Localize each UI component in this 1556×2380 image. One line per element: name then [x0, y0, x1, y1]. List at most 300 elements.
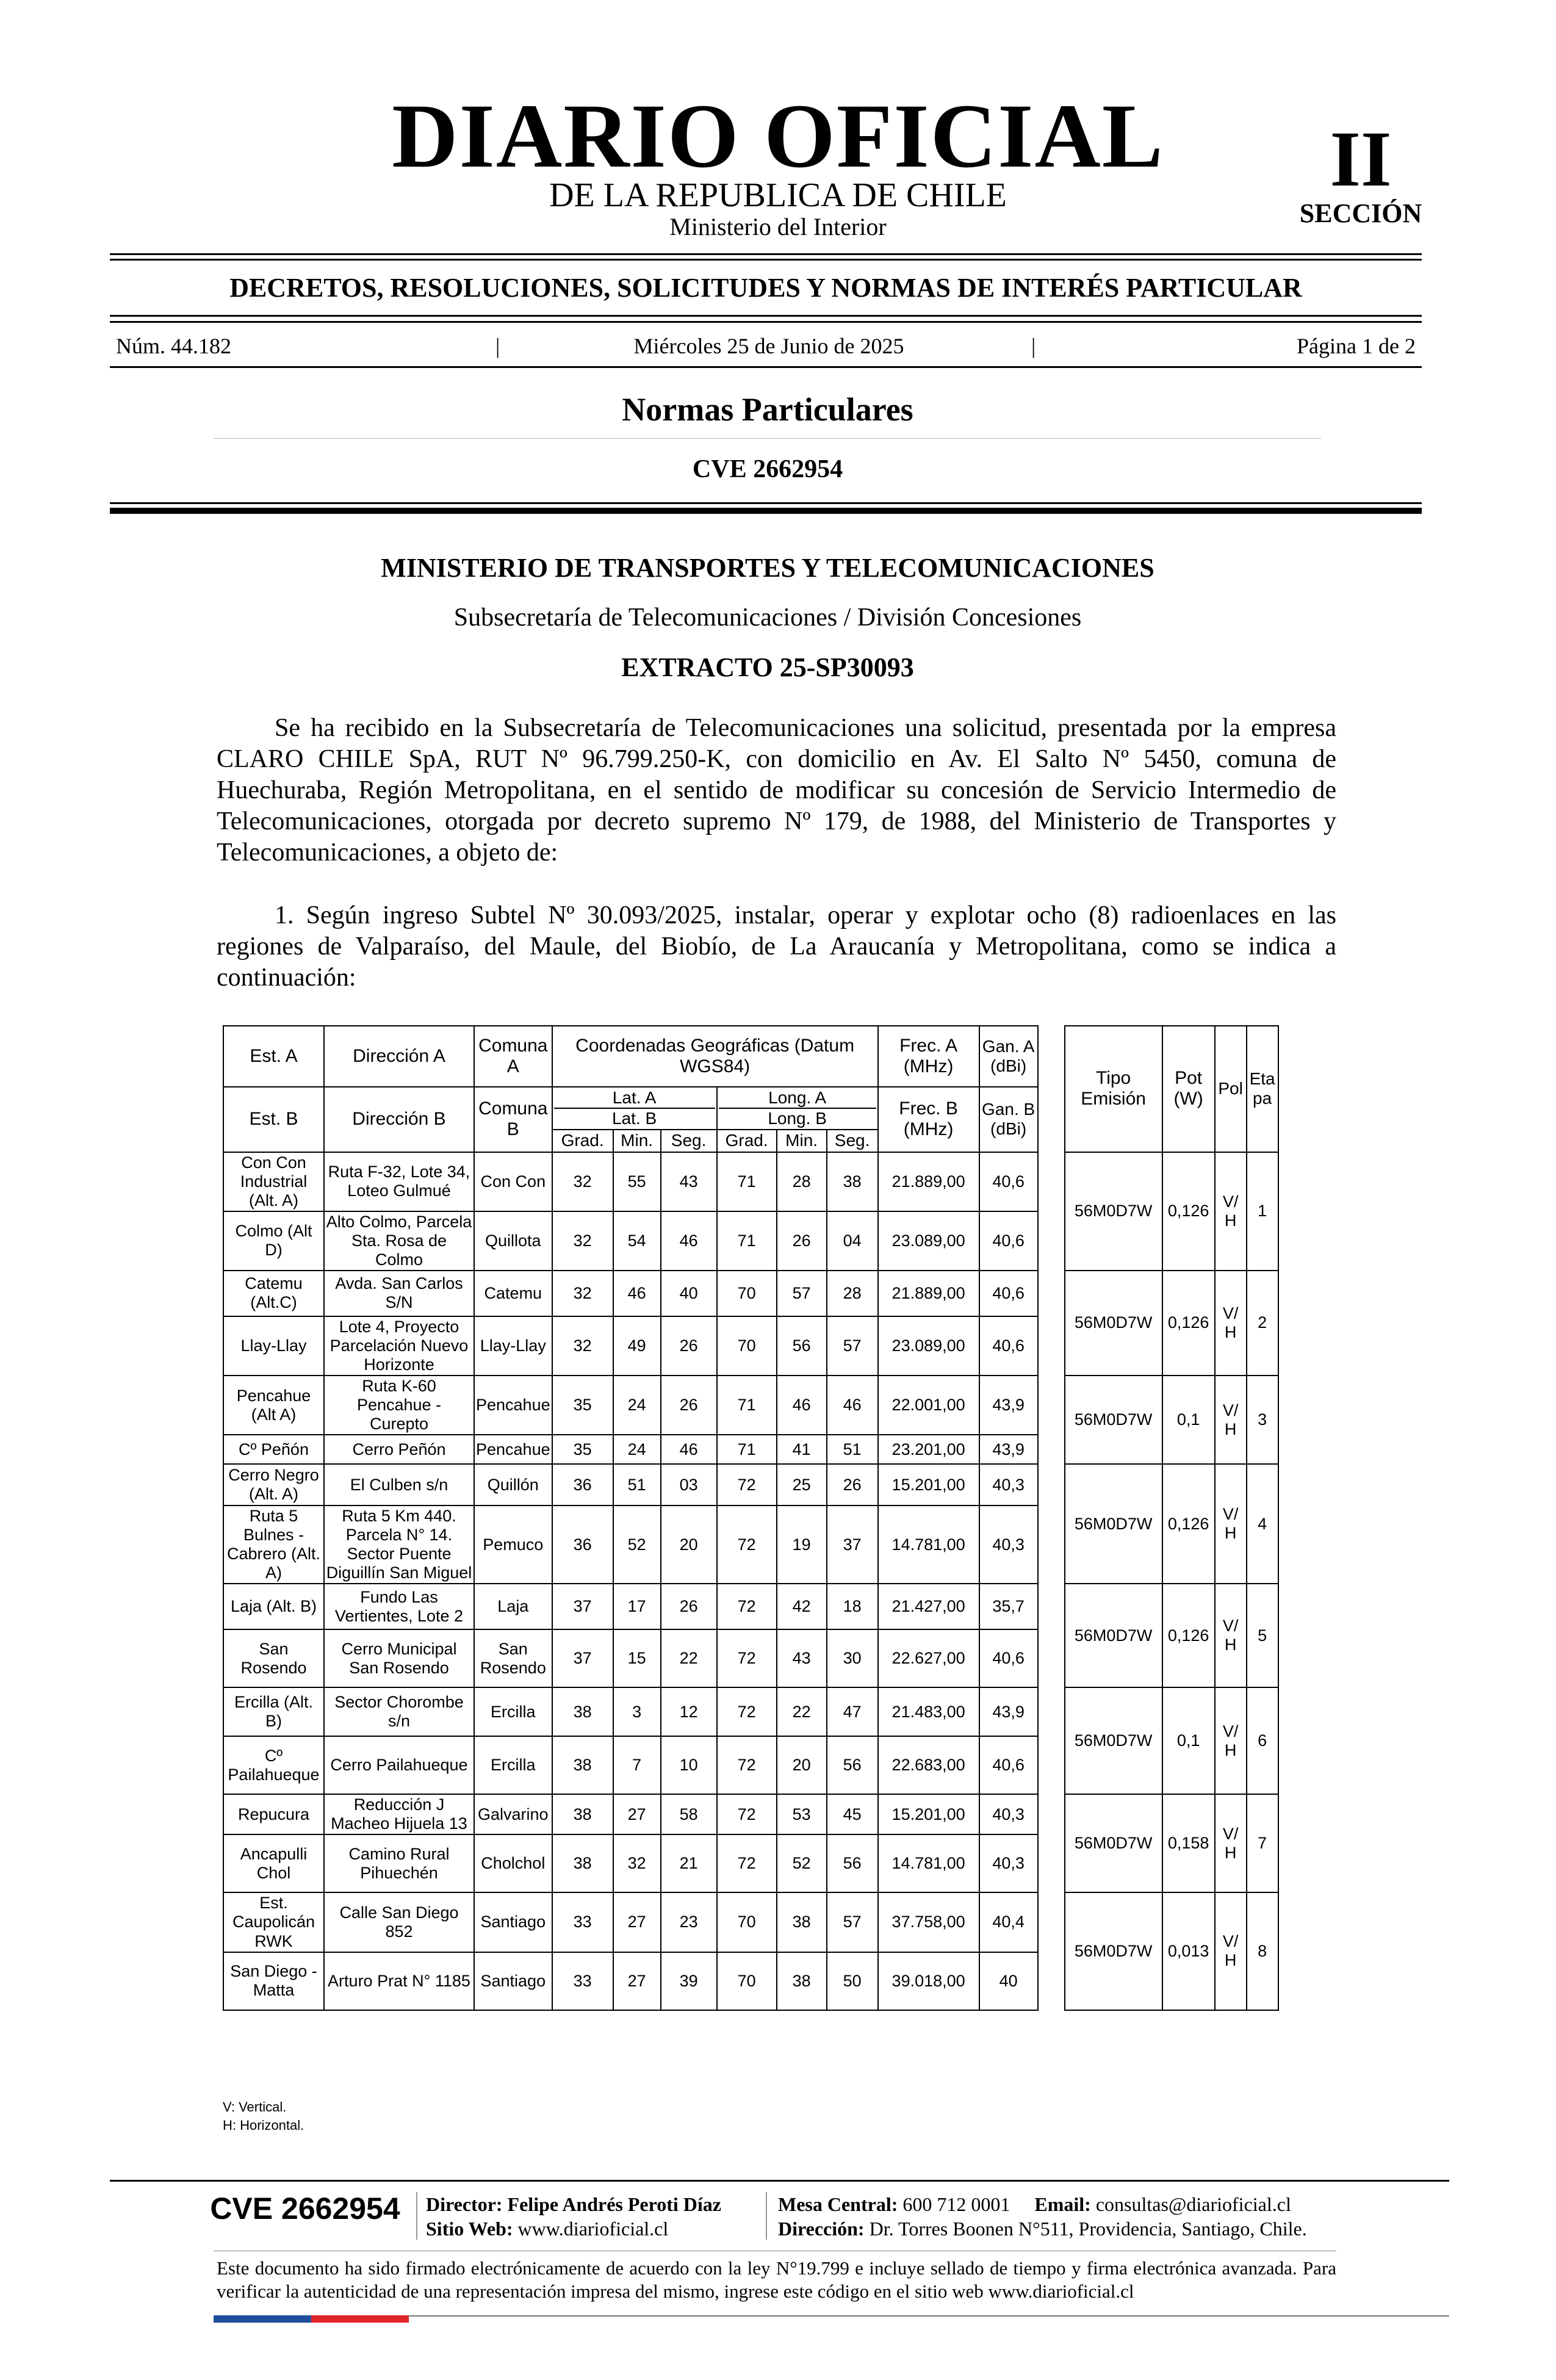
- masthead-title: DIARIO OFICIAL: [392, 85, 1164, 187]
- frequency: 23.201,00: [878, 1435, 979, 1464]
- header-pol: Pol: [1215, 1026, 1247, 1152]
- lat-value: 55: [613, 1152, 661, 1211]
- ministry-title: MINISTERIO DE TRANSPORTES Y TELECOMUNICACIONES: [381, 553, 1154, 583]
- header-pot: Pot (W): [1162, 1026, 1215, 1152]
- issue-number: Núm. 44.182: [116, 334, 231, 358]
- frequency: 22.627,00: [878, 1629, 979, 1687]
- address-value: Dr. Torres Boonen N°511, Providencia, Santiago, Chile.: [869, 2218, 1307, 2240]
- lat-value: 21: [661, 1834, 717, 1892]
- long-value: 47: [827, 1687, 878, 1736]
- power: 0,126: [1162, 1584, 1215, 1687]
- station-address: Lote 4, Proyecto Parcelación Nuevo Horizonte: [324, 1316, 474, 1376]
- header-gan-b: Gan. B (dBi): [979, 1087, 1038, 1152]
- stage: 5: [1247, 1584, 1278, 1687]
- polarization: V/ H: [1215, 1687, 1247, 1794]
- header-frec-a: Frec. A (MHz): [878, 1026, 979, 1087]
- long-value: 30: [827, 1629, 878, 1687]
- table-gap: [1038, 1892, 1065, 2010]
- long-value: 70: [717, 1892, 777, 1952]
- section-header: DECRETOS, RESOLUCIONES, SOLICITUDES Y NORMAS DE INTERÉS PARTICULAR: [229, 273, 1302, 303]
- lat-value: 35: [552, 1435, 613, 1464]
- station-address: Arturo Prat N° 1185: [324, 1952, 474, 2010]
- table-row: [223, 1584, 1278, 1629]
- table-row: [223, 1152, 1278, 1211]
- header-long-seg: Seg.: [827, 1130, 878, 1152]
- lat-value: 35: [552, 1376, 613, 1435]
- stage: 3: [1247, 1376, 1278, 1464]
- station-address: Cerro Municipal San Rosendo: [324, 1629, 474, 1687]
- lat-value: 27: [613, 1892, 661, 1952]
- lat-value: 43: [661, 1152, 717, 1211]
- header-long-min: Min.: [777, 1130, 827, 1152]
- lat-value: 24: [613, 1435, 661, 1464]
- power: 0,126: [1162, 1464, 1215, 1584]
- station-address: El Culben s/n: [324, 1464, 474, 1506]
- long-value: 42: [777, 1584, 827, 1629]
- long-value: 72: [717, 1629, 777, 1687]
- lat-value: 20: [661, 1506, 717, 1584]
- header-est-a: Est. A: [223, 1026, 324, 1087]
- long-value: 57: [827, 1316, 878, 1376]
- frequency: 14.781,00: [878, 1506, 979, 1584]
- station-address: Calle San Diego 852: [324, 1892, 474, 1952]
- long-value: 38: [827, 1152, 878, 1211]
- lat-value: 32: [613, 1834, 661, 1892]
- footer-divider: [766, 2192, 767, 2240]
- long-value: 56: [827, 1736, 878, 1794]
- gain: 40,4: [979, 1892, 1038, 1952]
- station-name: Ercilla (Alt. B): [223, 1687, 324, 1736]
- long-value: 19: [777, 1506, 827, 1584]
- long-value: 57: [827, 1892, 878, 1952]
- station-comuna: Laja: [474, 1584, 552, 1629]
- station-address: Cerro Pailahueque: [324, 1736, 474, 1794]
- polarization: V/ H: [1215, 1794, 1247, 1892]
- table-gap: [1038, 1464, 1065, 1584]
- long-value: 04: [827, 1211, 878, 1271]
- long-value: 72: [717, 1687, 777, 1736]
- lat-value: 15: [613, 1629, 661, 1687]
- station-comuna: Con Con: [474, 1152, 552, 1211]
- lat-value: 27: [613, 1952, 661, 2010]
- polarization: V/ H: [1215, 1892, 1247, 2010]
- long-value: 41: [777, 1435, 827, 1464]
- long-value: 71: [717, 1435, 777, 1464]
- station-comuna: Cholchol: [474, 1834, 552, 1892]
- frequency: 22.683,00: [878, 1736, 979, 1794]
- header-lat-grad: Grad.: [552, 1130, 613, 1152]
- header-rule: [110, 502, 1422, 504]
- lat-value: 52: [613, 1506, 661, 1584]
- long-value: 71: [717, 1211, 777, 1271]
- table-row: [223, 1794, 1278, 1834]
- long-value: 70: [717, 1316, 777, 1376]
- gain: 40,6: [979, 1629, 1038, 1687]
- header-lat-b: Lat. B: [554, 1108, 715, 1128]
- header-rule: [110, 366, 1422, 368]
- stage: 2: [1247, 1271, 1278, 1376]
- long-value: 43: [777, 1629, 827, 1687]
- long-value: 26: [777, 1211, 827, 1271]
- station-name: Repucura: [223, 1794, 324, 1834]
- station-comuna: Pemuco: [474, 1506, 552, 1584]
- header-comuna-b: Comuna B: [474, 1087, 552, 1152]
- long-value: 38: [777, 1952, 827, 2010]
- station-name: Con Con Industrial (Alt. A): [223, 1152, 324, 1211]
- frequency: 22.001,00: [878, 1376, 979, 1435]
- lat-value: 36: [552, 1464, 613, 1506]
- header-rule-thick: [110, 508, 1422, 514]
- footer-rule: [110, 2180, 1449, 2182]
- email-link[interactable]: consultas@diarioficial.cl: [1095, 2193, 1291, 2215]
- station-address: Camino Rural Pihuechén: [324, 1834, 474, 1892]
- long-value: 56: [777, 1316, 827, 1376]
- gain: 43,9: [979, 1376, 1038, 1435]
- header-etapa: Eta pa: [1247, 1026, 1278, 1152]
- radiolink-table: [223, 1025, 1279, 2011]
- station-comuna: San Rosendo: [474, 1629, 552, 1687]
- long-value: 18: [827, 1584, 878, 1629]
- lat-value: 39: [661, 1952, 717, 2010]
- extracto-title: EXTRACTO 25-SP30093: [621, 652, 914, 682]
- footer-director: [426, 2192, 721, 2216]
- frequency: 15.201,00: [878, 1464, 979, 1506]
- gain: 40,6: [979, 1271, 1038, 1316]
- header-long-a: Long. A: [768, 1088, 827, 1107]
- gain: 40,3: [979, 1834, 1038, 1892]
- long-value: 72: [717, 1834, 777, 1892]
- director-name: Felipe Andrés Peroti Díaz: [507, 2193, 721, 2215]
- lat-value: 10: [661, 1736, 717, 1794]
- station-comuna: Llay-Llay: [474, 1316, 552, 1376]
- header-dir-a: Dirección A: [324, 1026, 474, 1087]
- web-link[interactable]: www.diarioficial.cl: [517, 2218, 669, 2240]
- lat-value: 38: [552, 1736, 613, 1794]
- long-value: 57: [777, 1271, 827, 1316]
- frequency: 37.758,00: [878, 1892, 979, 1952]
- header-est-b: Est. B: [223, 1087, 324, 1152]
- frequency: 23.089,00: [878, 1211, 979, 1271]
- cve-code: CVE 2662954: [692, 455, 843, 483]
- masthead-ministry: Ministerio del Interior: [669, 213, 887, 240]
- lat-value: 03: [661, 1464, 717, 1506]
- gain: 40,6: [979, 1736, 1038, 1794]
- station-name: Ruta 5 Bulnes - Cabrero (Alt. A): [223, 1506, 324, 1584]
- long-value: 72: [717, 1794, 777, 1834]
- station-name: Catemu (Alt.C): [223, 1271, 324, 1316]
- header-lat: [552, 1087, 717, 1130]
- station-comuna: Santiago: [474, 1892, 552, 1952]
- header-frec-b: Frec. B (MHz): [878, 1087, 979, 1152]
- station-name: San Rosendo: [223, 1629, 324, 1687]
- polarization: V/ H: [1215, 1464, 1247, 1584]
- lat-value: 46: [661, 1435, 717, 1464]
- header-long: [717, 1087, 878, 1130]
- long-value: 28: [777, 1152, 827, 1211]
- category-rule: [214, 438, 1321, 439]
- lat-value: 38: [552, 1834, 613, 1892]
- station-address: Reducción J Macheo Hijuela 13: [324, 1794, 474, 1834]
- header-rule: [110, 253, 1422, 255]
- station-name: Cº Peñón: [223, 1435, 324, 1464]
- power: 0,126: [1162, 1152, 1215, 1271]
- frequency: 23.089,00: [878, 1316, 979, 1376]
- long-value: 72: [717, 1736, 777, 1794]
- emission-type: 56M0D7W: [1065, 1687, 1162, 1794]
- long-value: 26: [827, 1464, 878, 1506]
- power: 0,1: [1162, 1376, 1215, 1464]
- lat-value: 38: [552, 1687, 613, 1736]
- footer-address: [778, 2216, 1307, 2241]
- station-name: San Diego - Matta: [223, 1952, 324, 2010]
- mesa-label: Mesa Central:: [778, 2193, 898, 2215]
- long-value: 52: [777, 1834, 827, 1892]
- lat-value: 32: [552, 1211, 613, 1271]
- table-gap: [1038, 1026, 1065, 1152]
- header-coordinates: Coordenadas Geográficas (Datum WGS84): [552, 1026, 878, 1087]
- address-label: Dirección:: [778, 2218, 865, 2240]
- table-row: [223, 1687, 1278, 1736]
- station-comuna: Ercilla: [474, 1687, 552, 1736]
- station-name: Cerro Negro (Alt. A): [223, 1464, 324, 1506]
- station-comuna: Catemu: [474, 1271, 552, 1316]
- section-label: SECCIÓN: [1299, 198, 1422, 228]
- long-value: 70: [717, 1952, 777, 2010]
- table-row: [223, 1376, 1278, 1435]
- frequency: 15.201,00: [878, 1794, 979, 1834]
- lat-value: 40: [661, 1271, 717, 1316]
- footer-web: [426, 2216, 668, 2241]
- header-tipo: Tipo Emisión: [1065, 1026, 1162, 1152]
- lat-value: 32: [552, 1271, 613, 1316]
- lat-value: 27: [613, 1794, 661, 1834]
- station-comuna: Ercilla: [474, 1736, 552, 1794]
- lat-value: 38: [552, 1794, 613, 1834]
- lat-value: 24: [613, 1376, 661, 1435]
- director-label: Director:: [426, 2193, 503, 2215]
- lat-value: 3: [613, 1687, 661, 1736]
- header-rule: [110, 315, 1422, 317]
- station-name: Colmo (Alt D): [223, 1211, 324, 1271]
- header-dir-b: Dirección B: [324, 1087, 474, 1152]
- long-value: 46: [827, 1376, 878, 1435]
- mesa-phone: 600 712 0001: [902, 2193, 1010, 2215]
- long-value: 71: [717, 1152, 777, 1211]
- stage: 4: [1247, 1464, 1278, 1584]
- table-gap: [1038, 1271, 1065, 1376]
- lat-value: 46: [661, 1211, 717, 1271]
- long-value: 20: [777, 1736, 827, 1794]
- station-comuna: Galvarino: [474, 1794, 552, 1834]
- lat-value: 49: [613, 1316, 661, 1376]
- frequency: 21.889,00: [878, 1152, 979, 1211]
- station-address: Ruta K-60 Pencahue - Curepto: [324, 1376, 474, 1435]
- masthead-subtitle: DE LA REPUBLICA DE CHILE: [549, 176, 1007, 214]
- gain: 43,9: [979, 1687, 1038, 1736]
- lat-value: 37: [552, 1584, 613, 1629]
- footer-cve: CVE 2662954: [210, 2191, 400, 2226]
- emission-type: 56M0D7W: [1065, 1892, 1162, 2010]
- station-name: Laja (Alt. B): [223, 1584, 324, 1629]
- body-paragraph: Se ha recibido en la Subsecretaría de Telecomunicaciones una solicitud, presentada por la empresa CLARO CHILE SpA, RUT Nº 96.799.250-K, con domicilio en Av. El Salto Nº 5450, comuna de Huechuraba, Región Metropolitana, en el sentido de modificar su concesión de Servicio Intermedio de Telecomunicaciones, otorgada por decreto supremo Nº 179, de 1988, del Ministerio de Transportes y Telecomunicaciones, a objeto de:: [217, 714, 1336, 867]
- stage: 8: [1247, 1892, 1278, 2010]
- lat-value: 46: [613, 1271, 661, 1316]
- lat-value: 22: [661, 1629, 717, 1687]
- station-address: Fundo Las Vertientes, Lote 2: [324, 1584, 474, 1629]
- footer-flag-red: [311, 2315, 409, 2323]
- lat-value: 26: [661, 1316, 717, 1376]
- emission-type: 56M0D7W: [1065, 1376, 1162, 1464]
- station-name: Ancapulli Chol: [223, 1834, 324, 1892]
- station-comuna: Pencahue: [474, 1376, 552, 1435]
- table-gap: [1038, 1376, 1065, 1464]
- legal-notice: Este documento ha sido firmado electrónicamente de acuerdo con la ley N°19.799 e incluye sellado de tiempo y firma electrónica avanzada. Para verificar la autenticidad de una representación impresa del mismo, ingrese este código en el sitio web www.diarioficial.cl: [217, 2257, 1336, 2302]
- long-value: 22: [777, 1687, 827, 1736]
- email-label: Email:: [1034, 2193, 1091, 2215]
- long-value: 72: [717, 1584, 777, 1629]
- lat-value: 33: [552, 1892, 613, 1952]
- long-value: 38: [777, 1892, 827, 1952]
- table-gap: [1038, 1794, 1065, 1892]
- polarization: V/ H: [1215, 1584, 1247, 1687]
- station-comuna: Quillón: [474, 1464, 552, 1506]
- lat-value: 12: [661, 1687, 717, 1736]
- station-address: Ruta F-32, Lote 34, Loteo Gulmué: [324, 1152, 474, 1211]
- station-comuna: Santiago: [474, 1952, 552, 2010]
- table-gap: [1038, 1584, 1065, 1687]
- footer-flag-blue: [214, 2315, 311, 2323]
- web-label: Sitio Web:: [426, 2218, 513, 2240]
- station-address: Avda. San Carlos S/N: [324, 1271, 474, 1316]
- gain: 40,3: [979, 1464, 1038, 1506]
- stage: 6: [1247, 1687, 1278, 1794]
- footer-divider: [416, 2192, 417, 2240]
- long-value: 72: [717, 1464, 777, 1506]
- section-number: II: [1330, 115, 1392, 203]
- long-value: 53: [777, 1794, 827, 1834]
- table-row: [223, 1271, 1278, 1316]
- long-value: 51: [827, 1435, 878, 1464]
- station-name: Pencahue (Alt A): [223, 1376, 324, 1435]
- station-address: Alto Colmo, Parcela Sta. Rosa de Colmo: [324, 1211, 474, 1271]
- long-value: 28: [827, 1271, 878, 1316]
- lat-value: 23: [661, 1892, 717, 1952]
- header-lat-a: Lat. A: [612, 1088, 657, 1107]
- table-gap: [1038, 1687, 1065, 1794]
- lat-value: 7: [613, 1736, 661, 1794]
- polarization: V/ H: [1215, 1271, 1247, 1376]
- gain: 43,9: [979, 1435, 1038, 1464]
- page-number: Página 1 de 2: [1297, 334, 1416, 358]
- lat-value: 26: [661, 1376, 717, 1435]
- lat-value: 58: [661, 1794, 717, 1834]
- long-value: 70: [717, 1271, 777, 1316]
- lat-value: 36: [552, 1506, 613, 1584]
- table-gap: [1038, 1152, 1065, 1271]
- long-value: 72: [717, 1506, 777, 1584]
- emission-type: 56M0D7W: [1065, 1464, 1162, 1584]
- gain: 40,3: [979, 1794, 1038, 1834]
- table-row: [223, 1892, 1278, 1952]
- header-long-b: Long. B: [719, 1108, 876, 1128]
- lat-value: 32: [552, 1316, 613, 1376]
- table-row: [223, 1464, 1278, 1506]
- long-value: 46: [777, 1376, 827, 1435]
- long-value: 56: [827, 1834, 878, 1892]
- station-address: Ruta 5 Km 440. Parcela N° 14. Sector Puente Diguillín San Miguel: [324, 1506, 474, 1584]
- emission-type: 56M0D7W: [1065, 1271, 1162, 1376]
- frequency: 21.889,00: [878, 1271, 979, 1316]
- table-note-vertical: V: Vertical.: [223, 2099, 287, 2115]
- frequency: 21.427,00: [878, 1584, 979, 1629]
- category-title: Normas Particulares: [622, 391, 913, 428]
- header-lat-seg: Seg.: [661, 1130, 717, 1152]
- long-value: 37: [827, 1506, 878, 1584]
- body-paragraph: 1. Según ingreso Subtel Nº 30.093/2025, instalar, operar y explotar ocho (8) radioenlaces en las regiones de Valparaíso, del Maule, del Biobío, de La Araucanía y Metropolitana, como se indica a continuación:: [217, 901, 1336, 992]
- emission-type: 56M0D7W: [1065, 1152, 1162, 1271]
- long-value: 71: [717, 1376, 777, 1435]
- emission-type: 56M0D7W: [1065, 1584, 1162, 1687]
- station-name: Est. Caupolicán RWK: [223, 1892, 324, 1952]
- issue-date: Miércoles 25 de Junio de 2025: [633, 334, 904, 358]
- power: 0,126: [1162, 1271, 1215, 1376]
- frequency: 21.483,00: [878, 1687, 979, 1736]
- gain: 40,6: [979, 1152, 1038, 1211]
- table-note-horizontal: H: Horizontal.: [223, 2118, 304, 2133]
- frequency: 14.781,00: [878, 1834, 979, 1892]
- footer-contact: [778, 2192, 1291, 2216]
- station-comuna: Pencahue: [474, 1435, 552, 1464]
- header-long-grad: Grad.: [717, 1130, 777, 1152]
- lat-value: 51: [613, 1464, 661, 1506]
- lat-value: 32: [552, 1152, 613, 1211]
- header-gan-a: Gan. A (dBi): [979, 1026, 1038, 1087]
- stage: 1: [1247, 1152, 1278, 1271]
- header-rule: [110, 321, 1422, 323]
- power: 0,013: [1162, 1892, 1215, 2010]
- emission-type: 56M0D7W: [1065, 1794, 1162, 1892]
- station-name: Cº Pailahueque: [223, 1736, 324, 1794]
- lat-value: 54: [613, 1211, 661, 1271]
- subsecretaria: Subsecretaría de Telecomunicaciones / División Concesiones: [453, 604, 1082, 632]
- gain: 40,3: [979, 1506, 1038, 1584]
- gain: 40,6: [979, 1316, 1038, 1376]
- frequency: 39.018,00: [878, 1952, 979, 2010]
- header-comuna-a: Comuna A: [474, 1026, 552, 1087]
- gain: 35,7: [979, 1584, 1038, 1629]
- long-value: 45: [827, 1794, 878, 1834]
- station-address: Cerro Peñón: [324, 1435, 474, 1464]
- lat-value: 37: [552, 1629, 613, 1687]
- lat-value: 26: [661, 1584, 717, 1629]
- gain: 40,6: [979, 1211, 1038, 1271]
- stage: 7: [1247, 1794, 1278, 1892]
- header-rule: [110, 259, 1422, 261]
- gain: 40: [979, 1952, 1038, 2010]
- lat-value: 33: [552, 1952, 613, 2010]
- issue-separator: |: [1031, 334, 1036, 358]
- station-name: Llay-Llay: [223, 1316, 324, 1376]
- lat-value: 17: [613, 1584, 661, 1629]
- issue-separator: |: [495, 334, 500, 358]
- power: 0,158: [1162, 1794, 1215, 1892]
- long-value: 50: [827, 1952, 878, 2010]
- polarization: V/ H: [1215, 1152, 1247, 1271]
- power: 0,1: [1162, 1687, 1215, 1794]
- station-comuna: Quillota: [474, 1211, 552, 1271]
- station-address: Sector Chorombe s/n: [324, 1687, 474, 1736]
- header-lat-min: Min.: [613, 1130, 661, 1152]
